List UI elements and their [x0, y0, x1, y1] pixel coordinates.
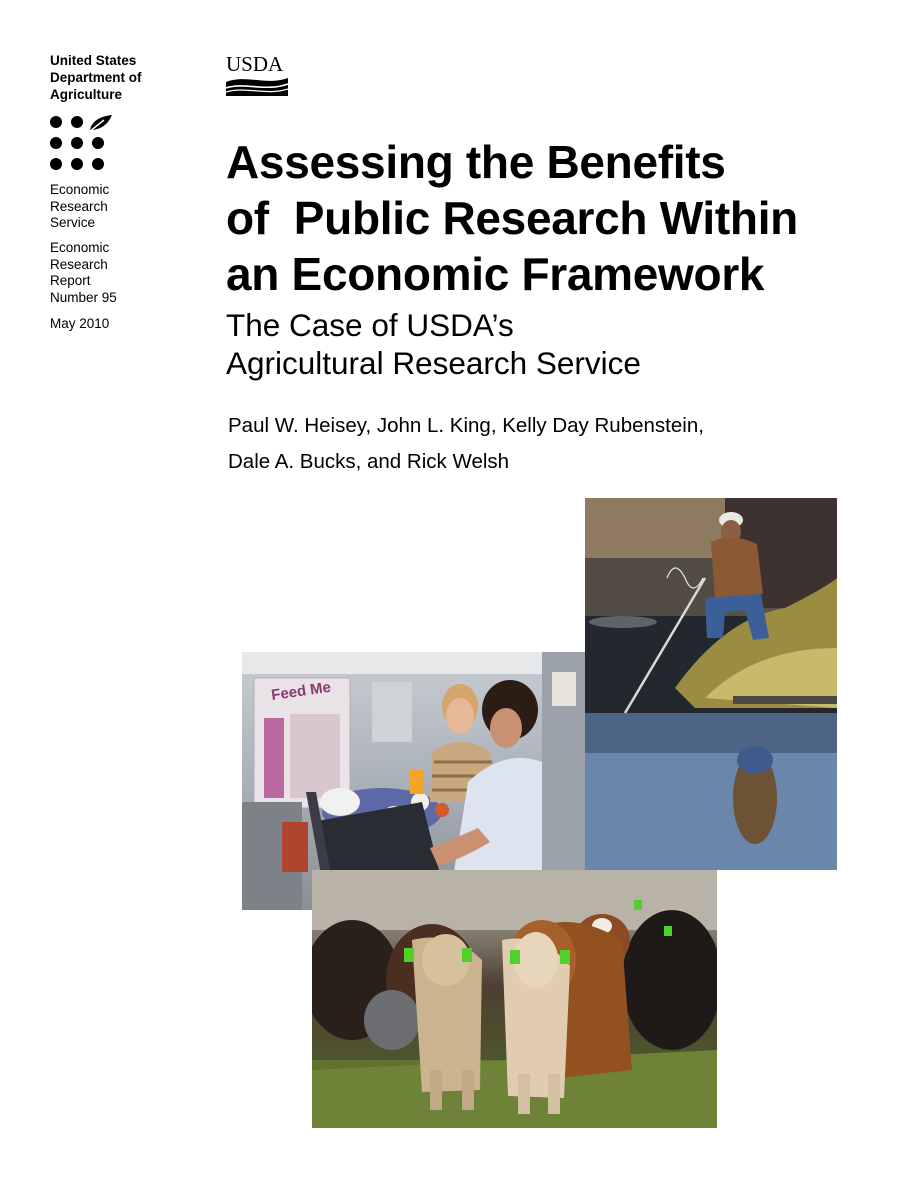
report-line: Research [50, 256, 108, 272]
title-line: of Public Research Within [226, 192, 798, 244]
subtitle-line: The Case of USDA’s [226, 307, 514, 343]
department-name [50, 52, 200, 103]
report-title [226, 134, 906, 302]
water-research-photo [585, 498, 837, 870]
report-line: Economic [50, 240, 110, 255]
usda-wordmark: USDA [226, 52, 284, 76]
department-line: Agriculture [50, 87, 123, 102]
agency-line: Service [50, 215, 96, 230]
poster-title: Feed Me [270, 678, 332, 704]
author-line: Dale A. Bucks, and Rick Welsh [228, 450, 510, 473]
cattle-research-photo [312, 870, 717, 1128]
agency-line: Economic [50, 182, 110, 197]
report-line: Report [50, 273, 91, 288]
author-line: Paul W. Heisey, John L. King, Kelly Day Rubenstein, [228, 414, 704, 437]
agency-line: Research [50, 198, 108, 214]
department-line: United States [50, 53, 137, 68]
report-line: Number 95 [50, 289, 117, 305]
title-line: an Economic Framework [226, 248, 765, 300]
ers-logo-icon [48, 114, 118, 172]
report-subtitle [226, 306, 906, 382]
title-line: Assessing the Benefits [226, 136, 726, 188]
agency-name [50, 182, 200, 232]
report-number [50, 240, 200, 306]
usda-logo [226, 54, 288, 96]
author-list [228, 408, 908, 480]
subtitle-line: Agricultural Research Service [226, 345, 641, 381]
usda-hills-icon [226, 76, 288, 96]
department-line: Department of [50, 70, 142, 85]
publication-date: May 2010 [50, 316, 110, 331]
